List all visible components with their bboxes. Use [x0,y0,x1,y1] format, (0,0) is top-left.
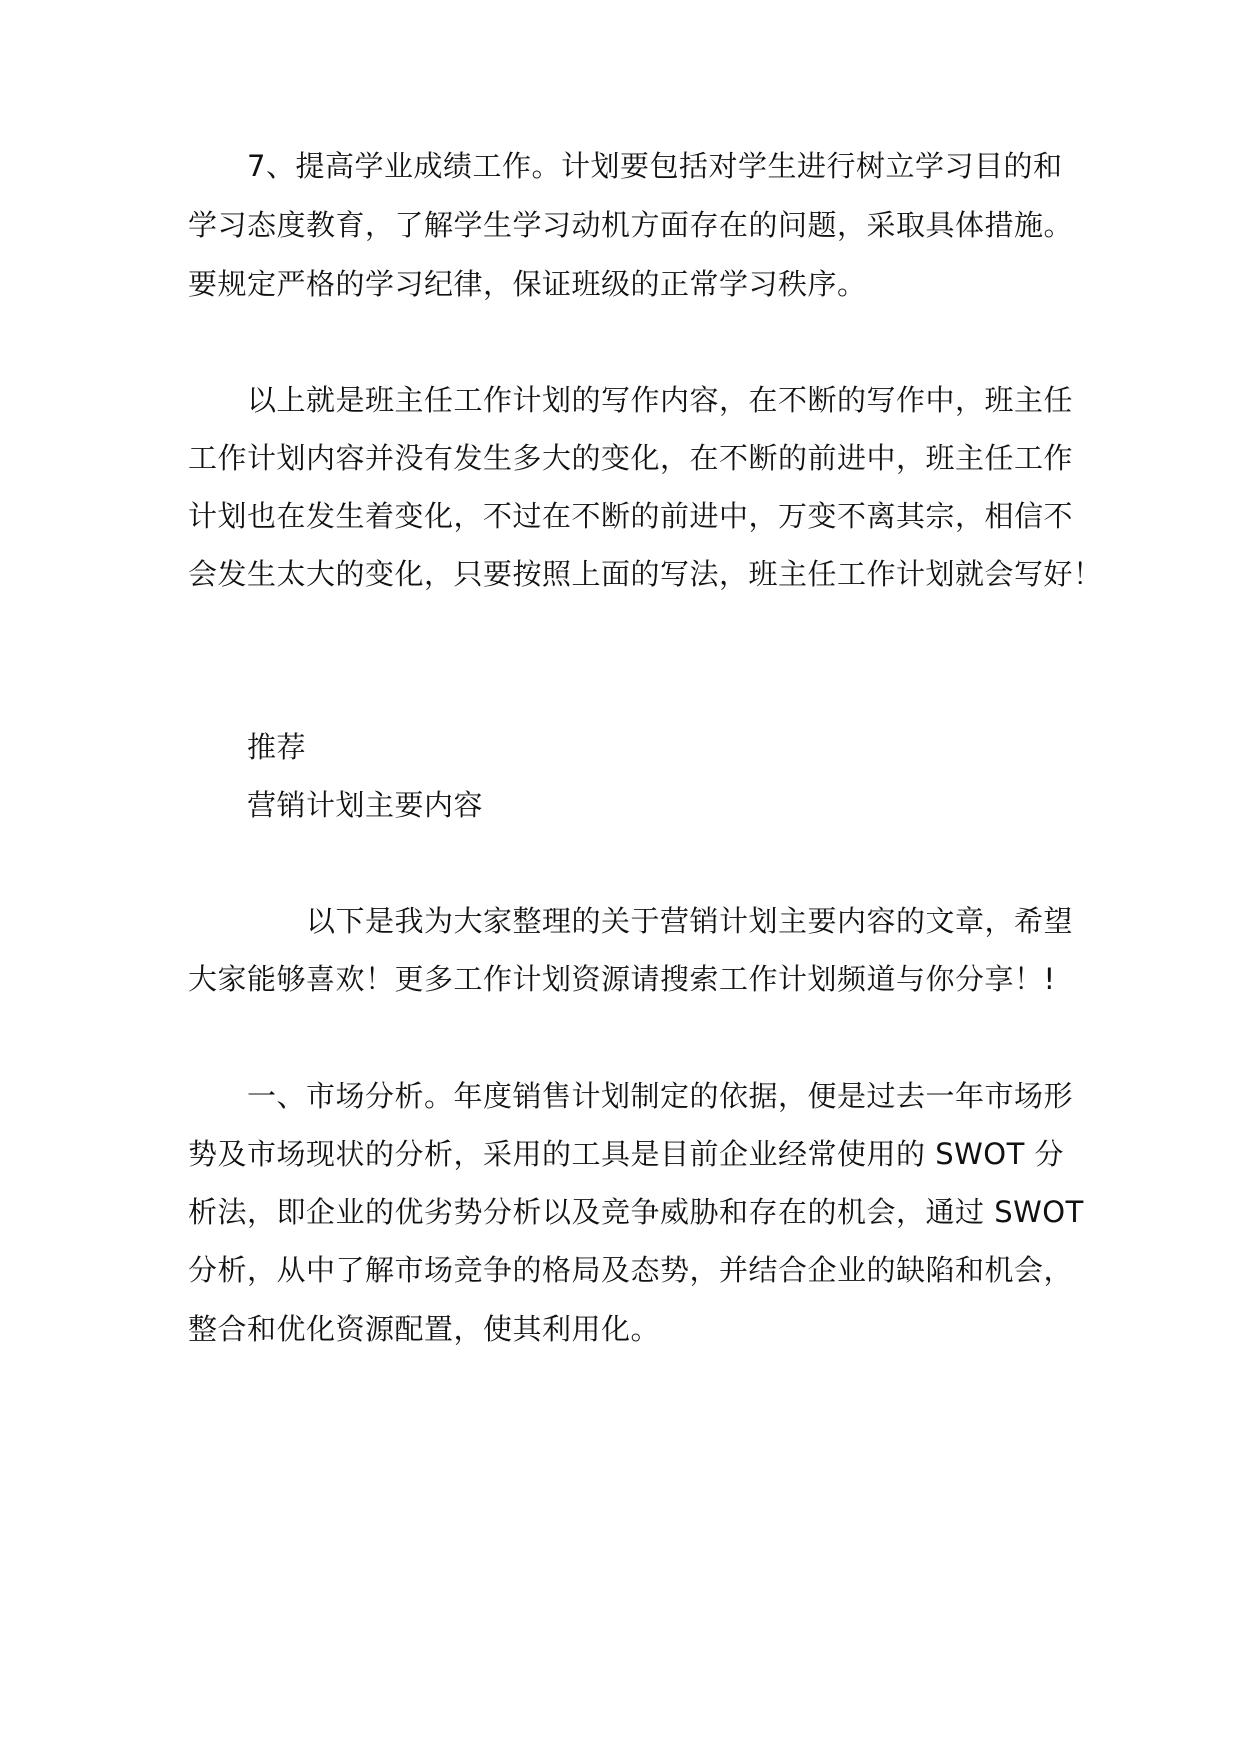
text-line: 整合和优化资源配置，使其利用化。 [188,1312,661,1346]
text-line: 以上就是班主任工作计划的写作内容，在不断的写作中，班主任 [247,383,1074,417]
text-line: 一、市场分析。年度销售计划制定的依据，便是过去一年市场形 [247,1079,1074,1113]
text-line: 要规定严格的学习纪律，保证班级的正常学习秩序。 [188,267,867,301]
recommend-label: 推荐 [247,730,307,764]
text-line: 析法，即企业的优劣势分析以及竞争威胁和存在的机会，通过 SWOT [188,1195,1084,1229]
text-line: 7、提高学业成绩工作。计划要包括对学生进行树立学习目的和 [247,149,1063,183]
text-line: 大家能够喜欢！更多工作计划资源请搜索工作计划频道与你分享！! [188,962,1056,996]
text-line: 计划也在发生着变化，不过在不断的前进中，万变不离其宗，相信不 [188,499,1074,533]
text-line: 以下是我为大家整理的关于营销计划主要内容的文章，希望 [306,904,1074,938]
text-line: 会发生太大的变化，只要按照上面的写法，班主任工作计划就会写好！ [188,557,1103,591]
recommend-link-title[interactable]: 营销计划主要内容 [247,788,484,822]
text-line: 分析，从中了解市场竞争的格局及态势，并结合企业的缺陷和机会， [188,1253,1074,1287]
text-line: 工作计划内容并没有发生多大的变化，在不断的前进中，班主任工作 [188,441,1074,475]
text-line: 势及市场现状的分析，采用的工具是目前企业经常使用的 SWOT 分 [188,1137,1065,1171]
text-line: 学习态度教育，了解学生学习动机方面存在的问题，采取具体措施。 [188,208,1074,242]
